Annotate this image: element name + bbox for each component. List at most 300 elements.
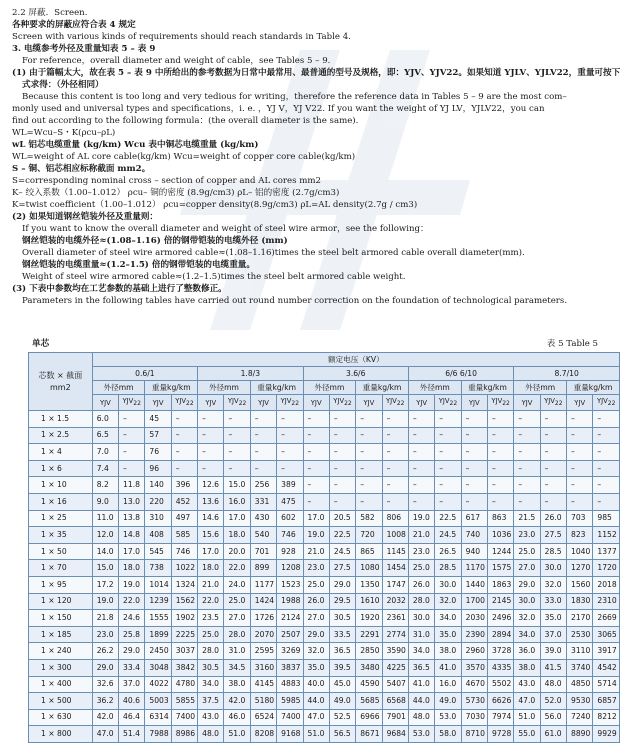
table-cell: 8212 [593,709,620,726]
table-cell: 928 [277,543,303,560]
table-cell: 17.0 [224,510,250,527]
table-cell: 1454 [382,560,408,577]
table-cell: 1170 [461,560,487,577]
table-cell: 863 [487,510,513,527]
table-cell: 2960 [461,643,487,660]
table-cell: 2018 [593,576,620,593]
table-cell: 29.0 [303,626,329,643]
table-cell: 42.0 [92,709,118,726]
table-cell: 1726 [250,610,276,627]
table-cell: 52.0 [540,693,566,710]
table-cell: – [250,460,276,477]
table-cell: 47.0 [303,709,329,726]
table-cell: 8710 [461,726,487,743]
table-cell: 32.0 [303,643,329,660]
table-cell: 56.0 [540,709,566,726]
table-cell: 11.0 [92,510,118,527]
table-cell: 49.0 [329,693,355,710]
table-cell: 22.0 [198,593,224,610]
table-cell: – [567,477,593,494]
table-cell: 29.0 [514,576,540,593]
table-cell: 4225 [382,659,408,676]
table-cell: 96 [145,460,171,477]
table-cell: 13.8 [119,510,145,527]
table-cell: 30.0 [435,576,461,593]
table-cell: 6314 [145,709,171,726]
table-cell: – [487,477,513,494]
table-cell: 6966 [356,709,382,726]
header-weight: 重量kg/km [356,381,409,395]
table-cell: 8.2 [92,477,118,494]
header-voltage: 6/6 6/10 [408,367,513,381]
table-cell: 1562 [171,593,197,610]
table-cell: – [277,444,303,461]
table-cell: 36.5 [329,643,355,660]
table-cell: 30.5 [198,659,224,676]
header-weight: 重量kg/km [567,381,620,395]
table-cell: – [303,427,329,444]
table-cell: 3110 [567,643,593,660]
table-cell: – [329,493,355,510]
table-cell: – [567,444,593,461]
table-cell: 20.0 [224,543,250,560]
table-cell: 33.5 [329,626,355,643]
table-cell: 3160 [250,659,276,676]
table-cell: 40.0 [303,676,329,693]
table-row [29,626,620,643]
table-cell: – [408,427,434,444]
intro-line: 3. 电缆参考外径及重量知表 5 – 表 9 [12,44,156,54]
table-cell: 6.0 [92,411,118,428]
header-type-yjv22: YJV22 [329,395,355,411]
table-cell: 18.0 [224,527,250,544]
intro-line: (2) 如果知道钢丝铠装外径及重量则： [12,212,159,222]
table-cell: 48.0 [408,709,434,726]
row-spec-cell: 1 × 35 [29,527,93,544]
table-cell: 23.5 [198,610,224,627]
table-cell: 617 [461,510,487,527]
table-cell: 985 [593,510,620,527]
intro-line: (3) 下表中参数均在工艺参数的基础上进行了整数修正。 [12,284,227,294]
table-cell: 2850 [356,643,382,660]
table-cell: 1080 [356,560,382,577]
table-cell: – [171,411,197,428]
header-corner: 芯数 × 截面 mm2 [29,353,93,411]
table-cell: 24.5 [329,543,355,560]
header-voltage: 3.6/6 [303,367,408,381]
table-cell: 1350 [356,576,382,593]
table-cell: 310 [145,510,171,527]
table-row [29,477,620,494]
table-cell: – [461,411,487,428]
table-cell: – [356,460,382,477]
table-cell: – [567,411,593,428]
table-cell: 25.8 [119,626,145,643]
table-cell: – [593,460,620,477]
table-cell: – [461,460,487,477]
table-cell: 7400 [277,709,303,726]
header-type-yjv: YJV [514,395,540,411]
table-cell: – [487,460,513,477]
table-cell: 1988 [277,593,303,610]
table-cell: 9929 [593,726,620,743]
table-cell: 56.5 [329,726,355,743]
table-cell: 17.0 [303,510,329,527]
table-cell: – [119,460,145,477]
table-cell: 44.0 [303,693,329,710]
table-cell: 28.5 [540,543,566,560]
table-cell: 61.0 [540,726,566,743]
table-cell: – [408,444,434,461]
table-cell: 3917 [593,643,620,660]
table-cell: 5855 [171,693,197,710]
table-cell: 331 [250,493,276,510]
table-cell: – [356,444,382,461]
table-cell: 3037 [171,643,197,660]
table-cell: 256 [250,477,276,494]
table-cell: 57 [145,427,171,444]
table-cell: 7901 [382,709,408,726]
table-cell: 18.0 [198,560,224,577]
table-cell: 806 [382,510,408,527]
table-cell: 44.0 [408,693,434,710]
table-cell: – [250,427,276,444]
table-cell: – [198,444,224,461]
intro-line: 钢丝铠装的电缆外径≈(1.08–1.16) 倍的钢带铠装的电缆外径 (mm) [22,236,288,246]
intro-line: Parameters in the following tables have carried out round number correction on the foundation of technological parameters. [22,296,568,306]
table-cell: 1424 [250,593,276,610]
table-cell: 1014 [145,576,171,593]
table-cell: – [593,411,620,428]
table-cell: – [329,444,355,461]
table-cell: 26.5 [435,543,461,560]
table-cell: 21.8 [92,610,118,627]
table-cell: 1830 [567,593,593,610]
table-cell: 22.5 [435,510,461,527]
table-cell: 17.0 [198,543,224,560]
table-cell: 1377 [593,543,620,560]
table-cell: 1863 [487,576,513,593]
table-cell: 26.2 [92,643,118,660]
table-cell: 47.0 [514,693,540,710]
table-cell: 545 [145,543,171,560]
header-weight: 重量kg/km [145,381,198,395]
table-cell: 8208 [250,726,276,743]
table-cell: – [408,460,434,477]
table-cell: 4542 [593,659,620,676]
table-cell: 26.0 [303,593,329,610]
table-cell: – [277,460,303,477]
table-cell: – [540,493,566,510]
table-cell: 23.0 [92,626,118,643]
table-cell: – [514,427,540,444]
intro-line: S=corresponding nominal cross – section of copper and AL cores mm2 [12,176,322,186]
row-spec-cell: 1 × 400 [29,676,93,693]
table-cell: 9.0 [92,493,118,510]
table-cell: 49.0 [435,693,461,710]
header-type-yjv: YJV [92,395,118,411]
table-cell: 4335 [487,659,513,676]
table-cell: 1700 [461,593,487,610]
row-spec-cell: 1 × 50 [29,543,93,560]
table-cell: 41.0 [408,676,434,693]
table-row [29,593,620,610]
header-outer-diameter: 外径mm [408,381,461,395]
row-spec-cell: 1 × 25 [29,510,93,527]
table-cell: 899 [250,560,276,577]
intro-line: monly used and universal types and specifications，i. e. ，YJ V，YJ V22. If you want the weight of YJ LV，YJLV22，you can [12,104,545,114]
intro-line: 各种要求的屏蔽应符合表 4 规定 [12,20,136,30]
table-cell: – [198,427,224,444]
table-cell: 36.2 [92,693,118,710]
table-cell: – [487,411,513,428]
table-cell: – [540,477,566,494]
header-type-yjv: YJV [198,395,224,411]
table-cell: 25.0 [514,543,540,560]
table-cell: – [382,427,408,444]
table-cell: 2030 [461,610,487,627]
table-cell: – [382,493,408,510]
table-cell: 1560 [567,576,593,593]
table-cell: 16.0 [224,493,250,510]
table-row [29,709,620,726]
table-cell: – [356,477,382,494]
table-cell: 30.0 [540,560,566,577]
table-cell: – [303,477,329,494]
header-type-yjv22: YJV22 [382,395,408,411]
table-row [29,576,620,593]
table-cell: 32.0 [540,576,566,593]
row-spec-cell: 1 × 70 [29,560,93,577]
table-row [29,659,620,676]
table-cell: – [329,460,355,477]
table-cell: 396 [171,477,197,494]
table-cell: 5407 [382,676,408,693]
intro-line: Overall diameter of steel wire armored cable≈(1.08–1.16)times the steel belt armored cable overall diameter(mm). [22,248,525,258]
row-spec-cell: 1 × 240 [29,643,93,660]
table-cell: 21.0 [408,527,434,544]
table-cell: 3480 [356,659,382,676]
table-cell: 25.0 [224,593,250,610]
table-cell: – [461,477,487,494]
table-cell: 7974 [487,709,513,726]
table-cell: 17.2 [92,576,118,593]
table-cell: – [514,444,540,461]
table-cell: 1324 [171,576,197,593]
table-cell: – [329,427,355,444]
table-cell: 51.0 [224,726,250,743]
table-row [29,444,620,461]
table-cell: 2669 [593,610,620,627]
table-cell: 45 [145,411,171,428]
header-type-yjv: YJV [567,395,593,411]
header-type-yjv: YJV [408,395,434,411]
table-cell: 1208 [277,560,303,577]
table-cell: 8890 [567,726,593,743]
table-cell: 35.0 [435,626,461,643]
header-voltage: 0.6/1 [92,367,197,381]
table-cell: 2450 [145,643,171,660]
table-row [29,560,620,577]
table-row [29,643,620,660]
table-cell: 2225 [171,626,197,643]
intro-line: K– 绞入系数（1.00–1.012） ρcu– 铜的密度 (8.9g/cm3) ρL– 铝的密度 (2.7g/cm3) [12,188,340,198]
table-cell: 1145 [382,543,408,560]
table-cell: 1008 [382,527,408,544]
table-row [29,543,620,560]
header-type-yjv22: YJV22 [224,395,250,411]
table-cell: 38.0 [435,643,461,660]
table-cell: – [435,444,461,461]
table-cell: – [119,411,145,428]
table-cell: 41.0 [435,659,461,676]
table-cell: 36.0 [514,643,540,660]
table-cell: – [277,411,303,428]
table-cell: 35.0 [540,610,566,627]
table-cell: 2124 [277,610,303,627]
table-cell: 9530 [567,693,593,710]
table-cell: 39.0 [540,643,566,660]
header-outer-diameter: 外径mm [92,381,145,395]
cable-table [28,352,620,743]
table-cell: 582 [356,510,382,527]
table-cell: 540 [250,527,276,544]
table-cell: 602 [277,510,303,527]
table-cell: 2032 [382,593,408,610]
table-cell: 51.4 [119,726,145,743]
table-row [29,493,620,510]
table-cell: 452 [171,493,197,510]
header-voltage: 8.7/10 [514,367,620,381]
table-cell: – [119,444,145,461]
table-cell: 6568 [382,693,408,710]
table-cell: 7.0 [92,444,118,461]
table-cell: 17.0 [119,543,145,560]
table-row [29,726,620,743]
table-cell: 1720 [593,560,620,577]
intro-line: 钢丝铠装的电缆重量≈(1.2–1.5) 倍的钢带铠装的电缆重量。 [22,260,255,270]
table-cell: – [198,460,224,477]
table-cell: 738 [145,560,171,577]
table-cell: – [408,493,434,510]
table-cell: 32.6 [92,676,118,693]
row-spec-cell: 1 × 630 [29,709,93,726]
table-cell: 4590 [356,676,382,693]
intro-line: S – 铜、铝芯相应标称截面 mm2。 [12,164,151,174]
table-cell: 27.0 [303,610,329,627]
table-cell: – [593,493,620,510]
table-cell: 4022 [145,676,171,693]
table-cell: 7.4 [92,460,118,477]
table-title: 单芯 [32,339,50,349]
intro-line: 式求得：（外径相同） [22,80,104,90]
table-cell: 865 [356,543,382,560]
table-cell: – [303,460,329,477]
table-cell: 12.0 [92,527,118,544]
table-cell: 16.0 [435,676,461,693]
header-type-yjv22: YJV22 [435,395,461,411]
table-cell: 823 [567,527,593,544]
table-cell: 1555 [145,610,171,627]
table-cell: 27.5 [540,527,566,544]
table-cell: 2507 [277,626,303,643]
table-row [29,527,620,544]
table-cell: 30.0 [408,610,434,627]
table-cell: 3837 [277,659,303,676]
header-type-yjv: YJV [356,395,382,411]
table-cell: 1177 [250,576,276,593]
table-cell: 5730 [461,693,487,710]
table-cell: 33.0 [540,593,566,610]
table-cell: 12.6 [198,477,224,494]
table-cell: 37.0 [119,676,145,693]
table-cell: 1523 [277,576,303,593]
table-cell: 15.0 [224,477,250,494]
table-cell: 15.0 [92,560,118,577]
intro-line: Weight of steel wire armored cable≈(1.2–1.5)times the steel belt armored cable weight. [22,272,406,282]
header-weight: 重量kg/km [461,381,514,395]
table-cell: 47.0 [92,726,118,743]
intro-line: WL=weight of AL core cable(kg/km) Wcu=weight of copper core cable(kg/km) [12,152,356,162]
table-cell: 31.0 [224,643,250,660]
table-cell: 746 [277,527,303,544]
intro-line: For reference，overall diameter and weight of cable，see Tables 5 – 9. [22,56,331,66]
table-cell: 35.0 [303,659,329,676]
table-cell: 34.0 [198,676,224,693]
table-cell: – [567,427,593,444]
table-cell: 53.0 [408,726,434,743]
header-type-yjv: YJV [303,395,329,411]
table-cell: – [593,427,620,444]
table-cell: 53.0 [435,709,461,726]
table-cell: 21.0 [303,543,329,560]
table-cell: 6857 [593,693,620,710]
table-cell: 34.5 [224,659,250,676]
row-spec-cell: 1 × 150 [29,610,93,627]
table-cell: 4670 [461,676,487,693]
table-cell: 14.8 [119,527,145,544]
table-cell: 701 [250,543,276,560]
table-cell: 25.0 [198,626,224,643]
table-cell: 13.0 [119,493,145,510]
header-type-yjv22: YJV22 [171,395,197,411]
header-outer-diameter: 外径mm [514,381,567,395]
intro-line: wL 铝芯电缆重量 (kg/km) Wcu 表中铜芯电缆重量 (kg/km) [12,140,259,150]
table-cell: 11.8 [119,477,145,494]
table-cell: 39.5 [329,659,355,676]
table-cell: 28.0 [408,593,434,610]
table-cell: – [171,444,197,461]
header-weight: 重量kg/km [250,381,303,395]
table-row [29,411,620,428]
table-row [29,693,620,710]
table-cell: 6.5 [92,427,118,444]
table-cell: – [461,427,487,444]
table-cell: 5714 [593,676,620,693]
table-cell: 29.0 [92,659,118,676]
table-cell: 3842 [171,659,197,676]
table-cell: – [329,477,355,494]
table-cell: 2070 [250,626,276,643]
row-spec-cell: 1 × 300 [29,659,93,676]
table-cell: 720 [356,527,382,544]
table-cell: 3590 [382,643,408,660]
table-cell: 6524 [250,709,276,726]
section-heading: 2.2 屏蔽．Screen. [12,8,88,18]
table-cell: 23.0 [514,527,540,544]
table-cell: 30.0 [514,593,540,610]
table-cell: – [250,444,276,461]
